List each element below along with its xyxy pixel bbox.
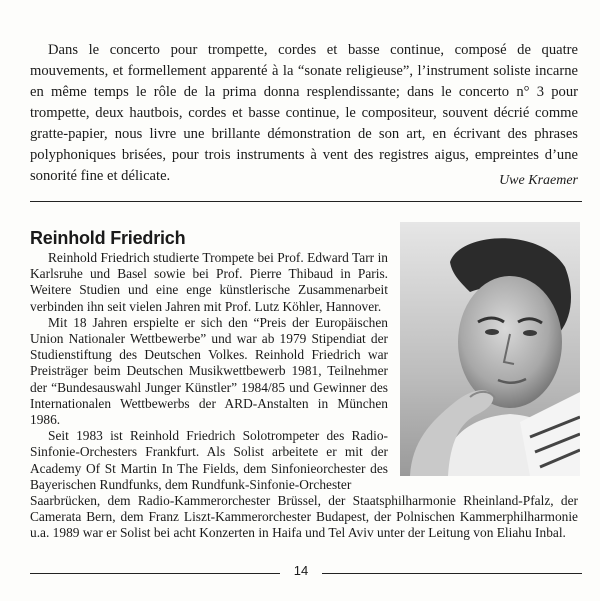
- essay-paragraph: Dans le concerto pour trompette, cordes et basse continue, composé de quatre mouvements, et formellement apparenté à la “sonate religieuse”, l’instrument soliste incarne en même temps le rôle de la prima donna resplendissante; dans le concerto n° 3 pour trompette, deux hautbois, cordes et basse continue, le compositeur, souvent décrié comme gratte-papier, nous livre une brillante démonstration de son art, en écrivant des phrases polyphoniques brisées, pour trois instruments à vent des registres aigus, empreintes d’une sonorité fine et délicate.: [30, 42, 578, 184]
- french-essay: [30, 40, 578, 187]
- page-number: 14: [293, 563, 309, 578]
- german-biography: [30, 250, 578, 542]
- bio-paragraph-2: Mit 18 Jahren erspielte er sich den “Preis der Europäischen Union Nationaler Wettbewerbe” und war ab 1979 Stipendiat der Studienstiftung des Deutschen Volkes. Reinhold Friedrich war Preisträger beim Deutschen Musikwettbewerb 1981, Teilnehmer der “Bundesauswahl Junger Künstler” 1984/85 und Gewinner des Internationalen Wettbewerbs der ARD-Anstalten in München 1986.: [30, 314, 388, 428]
- section-divider: [30, 201, 582, 202]
- footer-rule-left: [30, 573, 280, 574]
- essay-author: Uwe Kraemer: [499, 173, 578, 188]
- bio-heading: Reinhold Friedrich: [30, 228, 186, 248]
- bio-paragraph-3-end: Saarbrücken, dem Radio-Kammerorchester Brüssel, der Staatsphilharmonie Rheinland-Pfalz, der Camerata Bern, dem Franz Liszt-Kammerorchester Budapest, der Polnischen Kammerphilharmonie u.a. 1989 war er Solist bei acht Konzerten in Haifa und Tel Aviv unter der Leitung von Eliahu Inbal.: [30, 493, 578, 541]
- footer-rule-right: [322, 573, 582, 574]
- bio-paragraph-3-start: Seit 1983 ist Reinhold Friedrich Solotrompeter des Radio-Sinfonie-Orchesters Frankfurt. Als Solist arbeitete er mit der Academy Of St Martin In The Fields, dem Sinfonieorchester des Bayerischen Rundfunks, dem Rundfunk-Sinfonie-Orchester: [30, 428, 388, 492]
- bio-paragraph-1: Reinhold Friedrich studierte Trompete bei Prof. Edward Tarr in Karlsruhe und Basel sowie bei Prof. Pierre Thibaud in Paris. Weitere Studien und eine enge künstlerische Zusammenarbeit verbinden ihn seit vielen Jahren mit Prof. Lutz Köhler, Hannover.: [30, 250, 388, 314]
- bio-narrow-column: [30, 250, 388, 493]
